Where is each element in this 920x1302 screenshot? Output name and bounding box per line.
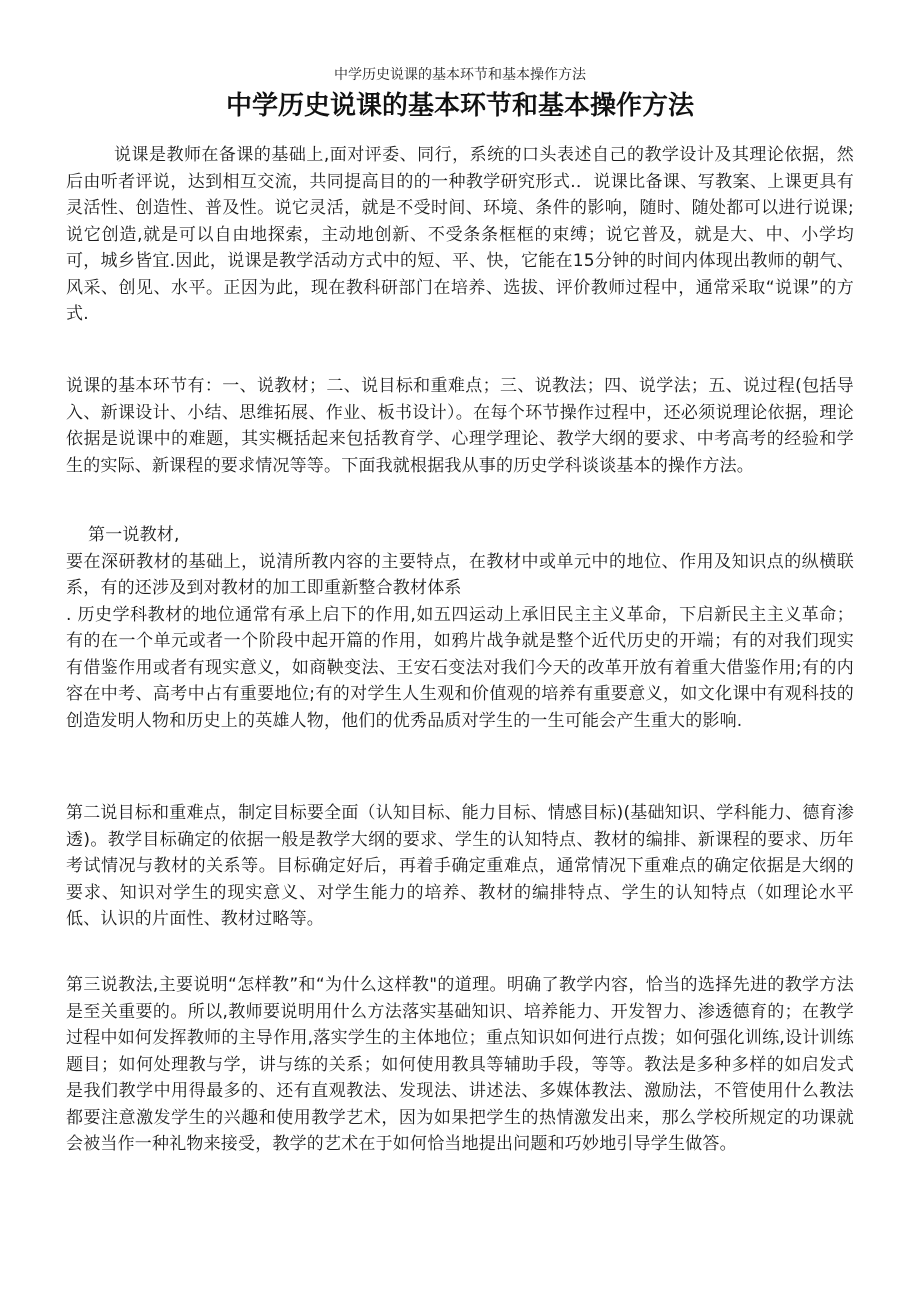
objectives-section (66, 800, 854, 933)
document-title: 中学历史说课的基本环节和基本操作方法 (225, 91, 694, 121)
textbook-paragraph-a: 要在深研教材的基础上，说清所教内容的主要特点，在教材中或单元中的地位、作用及知识点的纵横联系，有的还涉及到对教材的加工即重新整合教材体系 (66, 551, 854, 598)
methods-paragraph: 第三说教法,主要说明“怎样教”和“为什么这样教"的道理。明确了教学内容，恰当的选择先进的教学方法是至关重要的。所以,教师要说明用什么方法落实基础知识、培养能力、开发智力、渗透德育的；在教学过程中如何发挥教师的主导作用,落实学生的主体地位；重点知识如何进行点拨；如何强化训练,设计训练题目；如何处理教与学，讲与练的关系；如何使用教具等辅助手段，等等。教法是多种多样的如启发式是我们教学中用得最多的、还有直观教法、发现法、讲述法、多媒体教法、激励法，不管使用什么教法都要注意激发学生的兴趣和使用教学艺术，因为如果把学生的热情激发出来，那么学校所规定的功课就会被当作一种礼物来接受，教学的艺术在于如何恰当地提出问题和巧妙地引导学生做答。 (66, 975, 854, 1154)
steps-paragraph: 说课的基本环节有：一、说教材；二、说目标和重难点；三、说教法；四、说学法；五、说过程(包括导入、新课设计、小结、思维拓展、作业、板书设计）。在每个环节操作过程中，还必须说理论依据，理论依据是说课中的难题，其实概括起来包括教育学、心理学理论、教学大纲的要求、中考高考的经验和学生的实际、新课程的要求情况等等。下面我就根据我从事的历史学科谈谈基本的操作方法。 (66, 376, 854, 476)
textbook-paragraph-b: . 历史学科教材的地位通常有承上启下的作用,如五四运动上承旧民主主义革命，下启新民主主义革命；有的在一个单元或者一个阶段中起开篇的作用，如鸦片战争就是整个近代历史的开端；有的对我们现实有借鉴作用或者有现实意义，如商鞅变法、王安石变法对我们今天的改革开放有着重大借鉴作用;有的内容在中考、高考中占有重要地位;有的对学生人生观和价值观的培养有重要意义，如文化课中有观科技的创造发明人物和历史上的英雄人物，他们的优秀品质对学生的一生可能会产生重大的影响. (66, 604, 854, 731)
objectives-paragraph: 第二说目标和重难点，制定目标要全面（认知目标、能力目标、情感目标)(基础知识、学科能力、德育渗透)。教学目标确定的依据一般是教学大纲的要求、学生的认知特点、教材的编排、新课程的要求、历年考试情况与教材的关系等。目标确定好后，再着手确定重难点，通常情况下重难点的确定依据是大纲的要求、知识对学生的现实意义、对学生能力的培养、教材的编排特点、学生的认知特点（如理论水平低、认识的片面性、教材过略等。 (66, 803, 854, 929)
methods-section (66, 972, 854, 1158)
intro-paragraph: 说课是教师在备课的基础上,面对评委、同行，系统的口头表述自己的教学设计及其理论依据，然后由听者评说，达到相互交流，共同提高目的的一种教学研究形式.．说课比备课、写教案、上课更具有灵活性、创造性、普及性。说它灵活，就是不受时间、环境、条件的影响，随时、随处都可以进行说课;说它创造,就是可以自由地探索，主动地创新、不受条条框框的束缚；说它普及，就是大、中、小学均可，城乡皆宜.因此，说课是教学活动方式中的短、平、快，它能在15分钟的时间内体现出教师的朝气、风采、创见、水平。正因为此，现在教科研部门在培养、选拔、评价教师过程中，通常采取“说课”的方式. (66, 145, 854, 324)
intro-section (66, 142, 854, 328)
running-header: 中学历史说课的基本环节和基本操作方法 (334, 67, 586, 83)
section-heading-textbook: 第一说教材, (88, 525, 180, 545)
textbook-section (66, 522, 854, 734)
steps-section (66, 373, 854, 479)
